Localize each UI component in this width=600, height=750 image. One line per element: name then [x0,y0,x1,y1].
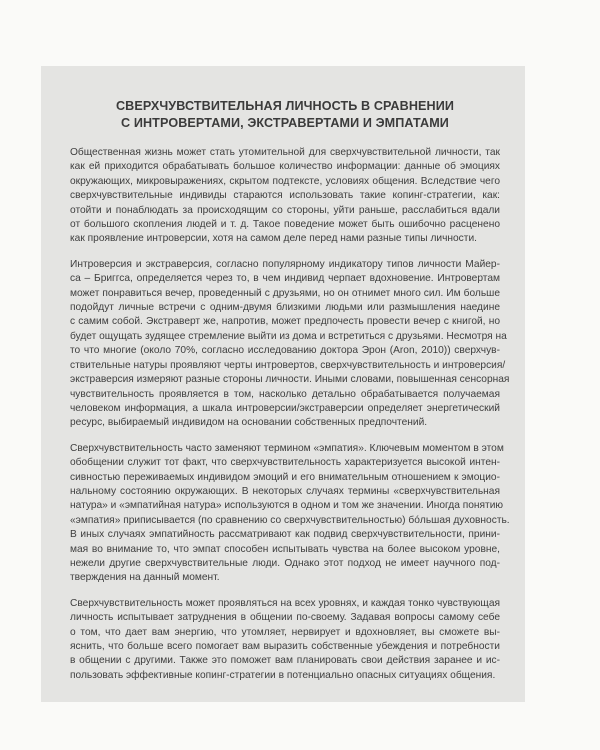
text-line: тверждения на данный момент. [70,572,220,584]
text-line: обобщении служит тот факт, что сверхчувствительность характеризуется высокой интен- [70,457,500,469]
text-line: Общественная жизнь может стать утомительной для сверхчувствительной личности, так [70,147,500,158]
text-line: экстраверсия измеряют разные стороны личности. Иными словами, повышенная сенсорная [70,374,510,386]
text-line: «эмпатия» приписывается (по сравнению со сверхчувствительностью) бóльшая духовность. [70,514,510,526]
text-line: человеком информация, а шкала интроверсии/экстраверсии определяет энергетический [70,402,500,414]
text-line: в общении с другими. Также это поможет вам планировать свои действия заранее и ис- [70,655,500,667]
text-line: ствительные натуры проявляют черты интровертов, сверхчувствительность и интроверсия/ [70,359,506,371]
text-line: от большого скопления людей и т. д. Такое поведение может быть ошибочно расценено [70,219,500,231]
paragraph-1 [70,146,500,247]
text-line: Интроверсия и экстраверсия, согласно популярному индикатору типов личности Майер- [70,258,500,270]
text-line: чувствительность проявляется в том, насколько детально обрабатывается получаемая [70,388,500,400]
text-line: как проявление интроверсии, хотя на самом деле перед нами разные типы личности. [70,233,477,245]
text-line: нежели другие сверхчувствительные люди. Однако этот подход не имеет научного под- [70,557,500,569]
sidebar-content [70,98,510,694]
section-title [70,98,500,132]
paragraph-4 [70,597,500,683]
text-line: отойти и понаблюдать за происходящим со стороны, уйти раньше, расслабиться вдали [70,204,500,216]
text-line: сивностью переживаемых индивидом эмоций и его внимательным отношением к эмоцио- [70,471,500,483]
text-line: В иных случаях эмпатийность рассматривают как подвид сверхчувствительности, прини- [70,529,500,541]
text-line: яснить, что больше всего помогает вам выразить собственные убеждения и потребности [70,641,500,652]
text-line: о том, что дает вам энергию, что утомляет, нервирует и вдохновляет, вы сможете вы- [70,626,500,638]
text-line: Сверхчувствительность часто заменяют термином «эмпатия». Ключевым моментом в этом [70,442,504,454]
text-line: нальному состоянию окружающих. В некоторых случаях термины «сверхчувствительная [70,485,500,497]
title-line: С ИНТРОВЕРТАМИ, ЭКСТРАВЕРТАМИ И ЭМПАТАМИ [121,116,449,130]
text-line: подойдут личные встречи с одним-двумя близкими людьми или размышления наедине [70,302,500,314]
text-line: мая во внимание то, что эмпат способен испытывать чувства на более высоком уровне, [70,543,500,555]
text-line: с самим собой. Экстраверт же, напротив, может предпочесть провести вечер с книгой, но [70,316,500,328]
title-line: СВЕРХЧУВСТВИТЕЛЬНАЯ ЛИЧНОСТЬ В СРАВНЕНИИ [115,99,455,113]
text-line: будет ощущать зудящее стремление выйти из дома и встретиться с друзьями. Несмотря на [70,330,507,342]
text-line: личность испытывает затруднения в общении по-своему. Задавая вопросы самому себе [70,612,500,624]
paragraph-3 [70,442,510,586]
text-line: натура» и «эмпатийная натура» используются в одном и том же значении. Иногда понятию [70,500,504,512]
text-line: ресурс, выбираемый индивидом на основании собственных предпочтений. [70,417,428,429]
text-line: как ей приходится обрабатывать большое количество информации: данные об эмоциях [70,161,500,173]
text-line: пользовать эффективные копинг-стратегии в потенциально опасных ситуациях общения. [70,669,496,681]
text-line: сверхчувствительные индивиды стараются использовать такие копинг-стратегии, как: [70,190,500,202]
text-line: Сверхчувствительность может проявляться на всех уровнях, и каждая тонко чувствующая [70,597,500,609]
paragraph-2 [70,258,510,431]
text-line: са – Бриггса, определяется через то, в чем индивид черпает вдохновение. Интровертам [70,273,500,285]
text-line: окружающих, микровыражениях, скрытом подтексте, условиях общения. Вследствие чего [70,175,500,187]
text-line: то что многие (около 70%, согласно исследованию доктора Эрон (Aron, 2010)) сверхчув- [70,345,500,357]
text-line: может понравиться вечер, проведенный с друзьями, но он отнимет много сил. Им больше [70,287,500,299]
